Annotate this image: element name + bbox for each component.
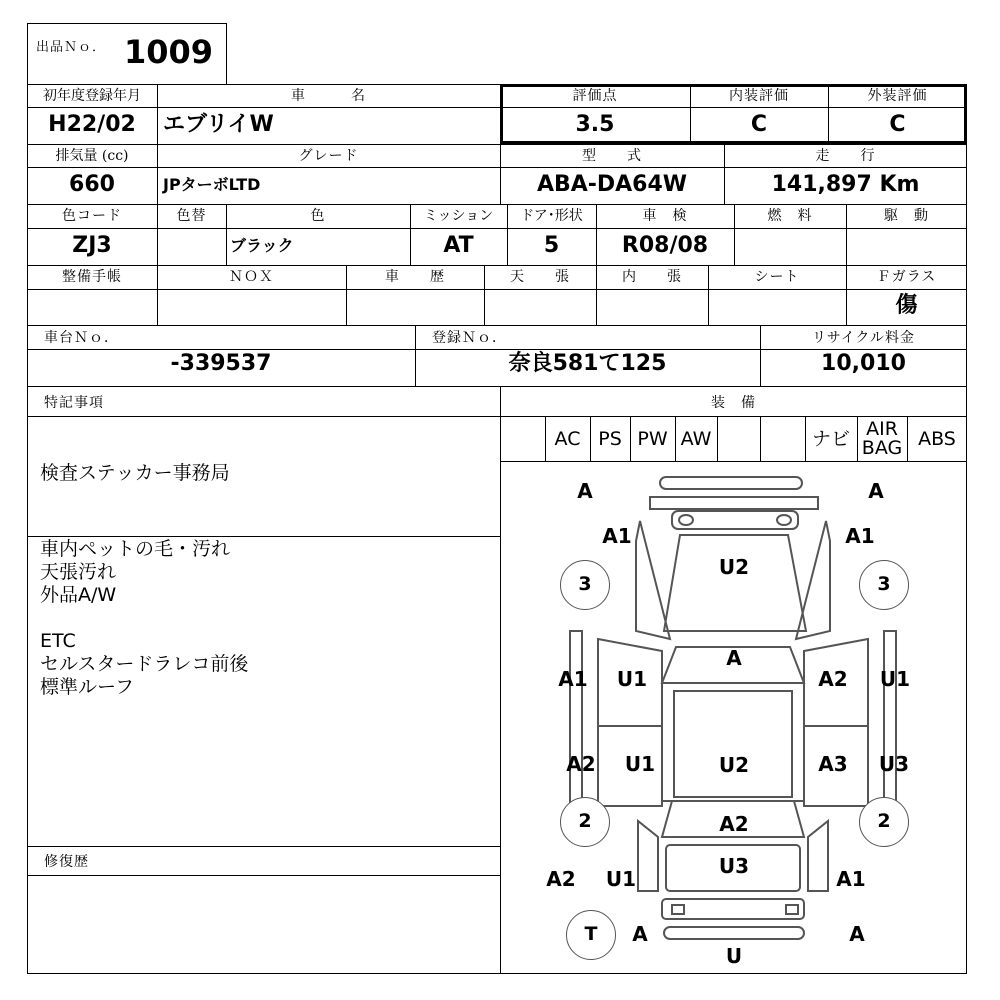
- notes-label: 特記事項: [44, 395, 104, 411]
- headliner-label: 天 張: [510, 269, 570, 285]
- plate-label: 登録Ｎｏ．: [432, 330, 507, 346]
- front-glass-value: 傷: [895, 293, 918, 318]
- door-label: ドア･形状: [520, 208, 583, 224]
- grade-label: グレード: [298, 148, 359, 164]
- mark-front-right-corner: A: [868, 479, 884, 503]
- lot-number: 1009: [124, 33, 214, 71]
- car-name-label: 車 名: [291, 88, 366, 104]
- color-value: ブラック: [230, 236, 294, 255]
- mark-left-front-door: U1: [616, 667, 648, 691]
- equipment-ps: PS: [598, 428, 622, 450]
- tire-front-right: 3: [859, 560, 909, 610]
- vehicle-history-label: 車 歴: [385, 269, 445, 285]
- mark-right-rear-door: U3: [878, 752, 910, 776]
- mark-left-rear-panel: A2: [566, 752, 596, 776]
- score-value: 3.5: [575, 112, 615, 137]
- equipment-pw: PW: [637, 428, 668, 450]
- equipment-empty-1: [500, 418, 545, 460]
- interior-grade-value: C: [750, 112, 768, 137]
- color-code-label: 色コード: [62, 208, 122, 224]
- interior-trim-label: 内 張: [622, 269, 682, 285]
- transmission-value: AT: [443, 233, 474, 258]
- mark-front-left-corner: A: [577, 479, 593, 503]
- displacement-label: 排気量 (cc): [55, 148, 129, 164]
- fuel-label: 燃 料: [767, 208, 813, 224]
- mark-rear-left-corner: A: [632, 922, 648, 946]
- rule: [27, 167, 967, 168]
- mileage-label: 走 行: [815, 148, 876, 164]
- plate-value: 奈良581て125: [508, 351, 667, 376]
- chassis-value: -339537: [170, 351, 272, 376]
- mark-right-rear-panel: A3: [818, 752, 848, 776]
- rule: [27, 144, 967, 145]
- mark-rear-right-corner: A: [849, 922, 865, 946]
- equipment-aw: AW: [680, 428, 712, 450]
- recycle-fee-label: リサイクル料金: [811, 330, 916, 346]
- mark-rear-bumper: U: [725, 944, 743, 968]
- mark-right-front-panel: A2: [818, 667, 848, 691]
- grade-value: JPターボLTD: [163, 175, 261, 194]
- rule: [27, 265, 967, 266]
- rule: [27, 875, 500, 876]
- notes-block-2: 車内ペットの毛・汚れ 天張汚れ 外品A/W ETC セルスタードラレコ前後 標準ルーフ: [40, 538, 249, 698]
- transmission-label: ミッション: [423, 208, 494, 224]
- mark-hood: U2: [718, 555, 750, 579]
- spare-tire: T: [566, 910, 616, 960]
- service-manual-label: 整備手帳: [62, 269, 122, 285]
- tire-rear-right: 2: [859, 797, 909, 847]
- seat-label: シート: [754, 269, 800, 285]
- drive-label: 駆 動: [884, 208, 929, 224]
- mark-front-left-fender: A1: [602, 524, 632, 548]
- rule: [27, 325, 967, 326]
- mileage-value: 141,897 Km: [771, 172, 920, 197]
- equipment-empty-3: [760, 418, 805, 460]
- reg-date-label: 初年度登録年月: [43, 88, 141, 104]
- rule: [27, 386, 967, 387]
- tire-front-left: 3: [560, 560, 610, 610]
- reg-date-value: H22/02: [48, 112, 136, 137]
- mark-left-front-panel: A1: [558, 667, 588, 691]
- model-value: ABA-DA64W: [536, 172, 688, 197]
- nox-label: ＮＯＸ: [229, 269, 274, 285]
- equipment-ac: AC: [554, 428, 581, 450]
- rule: [27, 204, 967, 205]
- color-label: 色: [310, 208, 326, 224]
- repair-history-label: 修復歴: [44, 854, 89, 870]
- mark-rear-hatch: U3: [718, 854, 750, 878]
- repaint-label: 色替: [176, 208, 207, 224]
- model-label: 型 式: [582, 148, 642, 164]
- mark-roof: U2: [718, 753, 750, 777]
- mark-left-quarter-u: U1: [605, 867, 637, 891]
- equipment-abs: ABS: [918, 428, 956, 450]
- mark-rear-glass: A2: [719, 812, 749, 836]
- mark-front-right-fender: A1: [845, 524, 875, 548]
- rule: [27, 416, 967, 417]
- mark-right-front-door: U1: [879, 667, 911, 691]
- equipment-label: 装 備: [711, 395, 756, 411]
- notes-block-1: 検査ステッカー事務局: [40, 462, 230, 484]
- lot-number-label: 出品Ｎｏ．: [36, 40, 107, 55]
- color-code-value: ZJ3: [72, 233, 112, 258]
- equipment-airbag: AIR BAG: [861, 418, 903, 459]
- door-value: 5: [543, 233, 560, 258]
- exterior-grade-value: C: [889, 112, 906, 137]
- rule: [27, 228, 967, 229]
- front-glass-label: Ｆガラス: [876, 269, 937, 285]
- mark-right-quarter: A1: [836, 867, 866, 891]
- score-label: 評価点: [572, 88, 618, 104]
- tire-rear-left: 2: [560, 797, 610, 847]
- mark-left-quarter-a: A2: [546, 867, 576, 891]
- mark-left-rear-door: U1: [624, 752, 656, 776]
- inspection-value: R08/08: [621, 233, 709, 258]
- equipment-empty-2: [717, 418, 760, 460]
- car-name-value: エブリイW: [163, 112, 274, 137]
- exterior-grade-label: 外装評価: [867, 88, 928, 104]
- rule: [27, 846, 500, 847]
- interior-grade-label: 内装評価: [729, 88, 789, 104]
- mark-windshield: A: [726, 646, 742, 670]
- chassis-label: 車台Ｎｏ．: [44, 330, 119, 346]
- recycle-fee-value: 10,010: [821, 351, 906, 376]
- rule: [27, 536, 500, 537]
- rule: [27, 289, 967, 290]
- equipment-navi: ナビ: [811, 428, 850, 450]
- car-body-diagram: [500, 461, 967, 974]
- displacement-value: 660: [69, 172, 115, 197]
- inspection-label: 車 検: [642, 208, 688, 224]
